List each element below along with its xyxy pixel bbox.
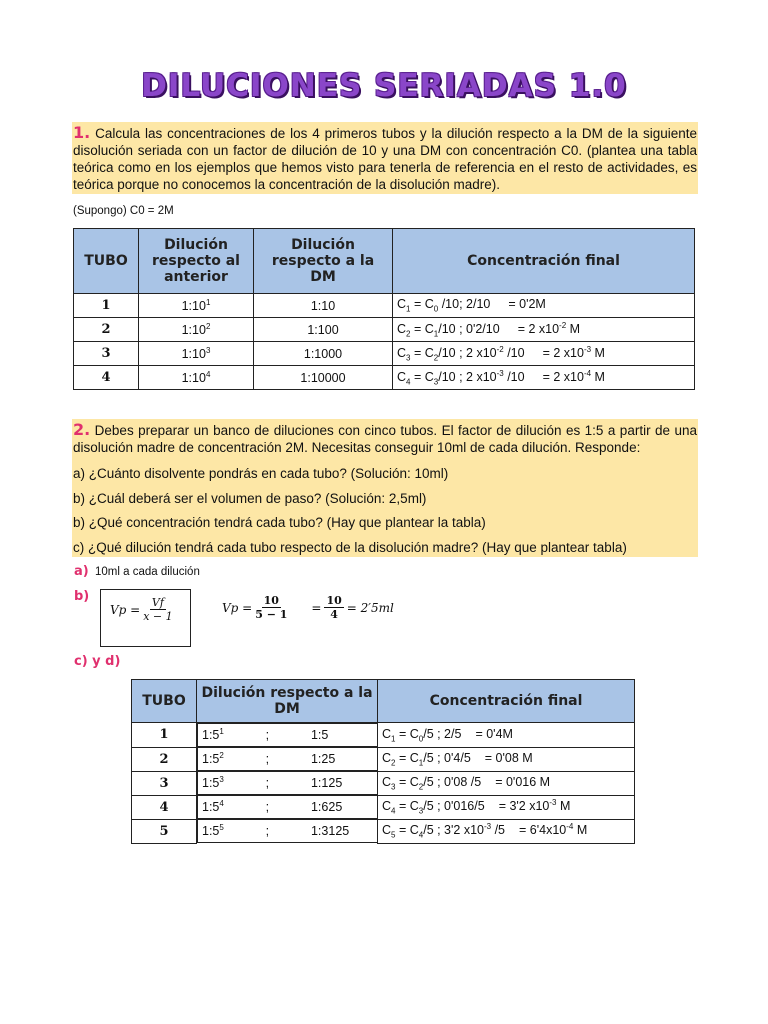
table2-row: [132, 819, 635, 843]
t2-conc: $C_2 = C_1/5$ ; 0'4/5 = 0'08 M: [378, 747, 635, 771]
ex2-intro: [73, 421, 697, 456]
formula-den: x − 1: [143, 610, 173, 623]
calc-d2: 4: [330, 608, 338, 621]
table-2: [131, 679, 635, 844]
t2-tubo: 4: [132, 795, 197, 819]
t1-dil-dm: 1:100: [254, 318, 393, 342]
calc-frac2: [324, 594, 343, 621]
t1-tubo: 4: [74, 366, 139, 390]
ex1-text: [73, 124, 697, 193]
t2-tubo: 1: [132, 723, 197, 748]
calc: [222, 594, 394, 621]
table2-row: [132, 723, 635, 748]
calc-lhs: Vp =: [222, 600, 253, 615]
answer-a: 10ml a cada dilución: [95, 566, 200, 578]
question-b: b) ¿Cuál deberá ser el volumen de paso? (Solución: 2,5ml): [73, 491, 427, 506]
formula-frac: [143, 596, 172, 623]
t2-dil-dm: $1:5^5$ ; 1:3125: [197, 819, 377, 843]
th-tubo: TUBO: [74, 229, 139, 294]
table1-row: [74, 318, 695, 342]
page-title: DILUCIONES SERIADAS 1.0: [141, 68, 627, 104]
t1-conc: $C_2 = C_1/10$ ; 0'2/10 = 2 $x10^{-2}$ M: [393, 318, 695, 342]
suppose-note: (Supongo) C0 = 2M: [73, 205, 174, 217]
answer-a-label: a): [74, 564, 89, 579]
th-dil-anterior: Dilución respecto al anterior: [139, 229, 254, 294]
t1-dil-dm: 1:10: [254, 294, 393, 318]
t2-dil-dm: $1:5^2$ ; 1:25: [197, 747, 377, 771]
table-1: [73, 228, 695, 390]
table1-row: [74, 342, 695, 366]
table1-row: [74, 366, 695, 390]
t2-tubo: 5: [132, 819, 197, 843]
t2-conc: $C_5 = C_4/5$ ; 3'2 $x10^{-3}$ $/5 = 6'4x10^{-4}$ M: [378, 819, 635, 843]
table2-row: [132, 747, 635, 771]
t2-tubo: 3: [132, 771, 197, 795]
ex1-statement: Calcula las concentraciones de los 4 primeros tubos y la dilución respecto a la DM de la siguiente disolución seriada con un factor de dilución de 10 y una DM con concentración C0. (plantea una tabla teórica como en los ejemplos que hemos visto para tenerla de referencia en el resto de actividades, es teórica porque no conocemos la concentración de la disolución madre).: [73, 126, 697, 192]
ex2-number: 2.: [73, 420, 91, 439]
t1-tubo: 3: [74, 342, 139, 366]
ex1-number: 1.: [73, 123, 91, 142]
table2-row: [132, 771, 635, 795]
t1-dil-anterior: $1:10^4$: [139, 366, 254, 390]
t1-conc: $C_1 = C_0$ /10; 2/10 = 0'2M: [393, 294, 695, 318]
question-b2: b) ¿Qué concentración tendrá cada tubo? (Hay que plantear la tabla): [73, 515, 486, 530]
t1-dil-anterior: $1:10^3$: [139, 342, 254, 366]
calc-n1: 10: [263, 594, 279, 607]
t1-conc: $C_3 = C_2/10$ ; 2 $x10^{-2}$ /10 = 2 $x10^{-3}$ M: [393, 342, 695, 366]
calc-result: = 2′5ml: [346, 600, 394, 615]
t1-tubo: 1: [74, 294, 139, 318]
t1-tubo: 2: [74, 318, 139, 342]
t1-dil-anterior: $1:10^2$: [139, 318, 254, 342]
t2-dil-dm: $1:5^3$ ; 1:125: [197, 771, 377, 795]
formula-lhs: Vp =: [110, 602, 141, 617]
calc-d1: 5 − 1: [255, 608, 288, 621]
formula-num: Vf: [151, 596, 164, 609]
t2-tubo: 2: [132, 747, 197, 771]
ex2-statement: Debes preparar un banco de diluciones con cinco tubos. El factor de dilución es 1:5 a partir de una disolución madre de concentración 2M. Necesitas conseguir 10ml de cada dilución. Responde:: [73, 423, 697, 455]
t1-conc: $C_4 = C_3/10$ ; 2 $x10^{-3}$ /10 = 2 $x10^{-4}$ M: [393, 366, 695, 390]
table2-row: [132, 795, 635, 819]
t1-dil-dm: 1:10000: [254, 366, 393, 390]
t1-dil-anterior: $1:10^1$: [139, 294, 254, 318]
table1-row: [74, 294, 695, 318]
calc-frac1: [255, 594, 287, 621]
th-conc: Concentración final: [393, 229, 695, 294]
th2-tubo: TUBO: [132, 680, 197, 723]
th2-conc: Concentración final: [378, 680, 635, 723]
question-c: c) ¿Qué dilución tendrá cada tubo respecto de la disolución madre? (Hay que plantear tabla): [73, 540, 627, 555]
calc-n2: 10: [326, 594, 342, 607]
formula: [110, 596, 173, 623]
th-dil-dm: Dilución respecto a la DM: [254, 229, 393, 294]
t2-dil-dm: $1:5^1$ ; 1:5: [197, 723, 377, 747]
t2-conc: $C_3 = C_2/5$ ; 0'08 /5 = 0'016 M: [378, 771, 635, 795]
th2-dil-dm: Dilución respecto a la DM: [197, 680, 378, 723]
answer-b-label: b): [74, 589, 90, 604]
t2-conc: $C_4 = C_3/5$ ; 0'016/5 = 3'2 $x10^{-3}$ M: [378, 795, 635, 819]
answer-cd-label: c) y d): [74, 654, 121, 669]
t1-dil-dm: 1:1000: [254, 342, 393, 366]
calc-eq: =: [311, 600, 322, 615]
t2-conc: $C_1 = C_0/5$ ; 2/5 = 0'4M: [378, 723, 635, 748]
question-a: a) ¿Cuánto disolvente pondrás en cada tubo? (Solución: 10ml): [73, 466, 449, 481]
t2-dil-dm: $1:5^4$ ; 1:625: [197, 795, 377, 819]
